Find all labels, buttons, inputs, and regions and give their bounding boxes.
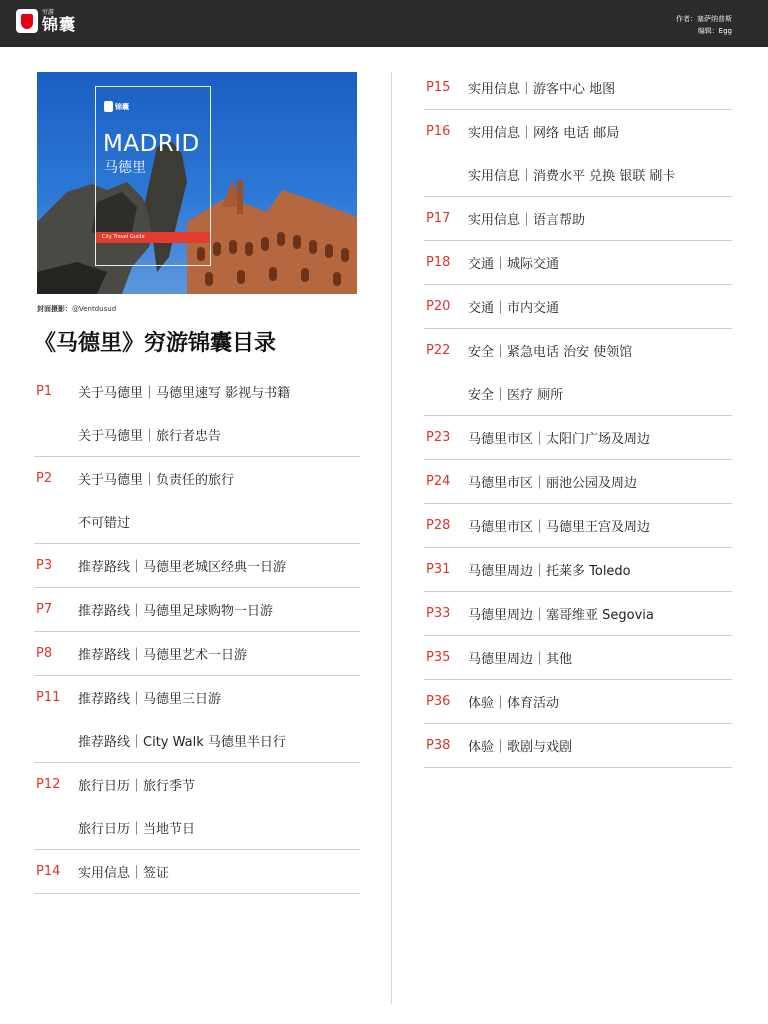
toc-page-number: P8: [36, 646, 53, 661]
toc-entry[interactable]: [34, 676, 360, 763]
toc-entry-text: 马德里市区｜马德里王宫及周边: [468, 520, 651, 535]
toc-entry-text: 马德里周边｜塞哥维亚 Segovia: [468, 608, 654, 623]
toc-page-number: P11: [36, 690, 61, 705]
book-brand: 锦囊: [115, 102, 129, 111]
toc-page-number: P1: [36, 384, 53, 399]
toc-entry[interactable]: [424, 197, 732, 241]
toc-entry-text: 交通｜城际交通: [468, 257, 560, 272]
author-credit: 作者：塞萨纳普斯: [676, 15, 732, 23]
toc-page-number: P20: [426, 299, 451, 314]
toc-entry[interactable]: [424, 416, 732, 460]
toc-page-number: P3: [36, 558, 53, 573]
toc-page-number: P17: [426, 211, 451, 226]
toc-page-number: P23: [426, 430, 451, 445]
toc-page-number: P7: [36, 602, 53, 617]
toc-line[interactable]: [424, 285, 732, 328]
book-title-cn: 马德里: [104, 160, 146, 176]
toc-page-number: P18: [426, 255, 451, 270]
toc-entry[interactable]: [424, 285, 732, 329]
toc-entry-text: 不可错过: [78, 516, 131, 531]
photo-credit-label: 封面摄影：: [37, 305, 72, 313]
toc-entry-text: 安全｜医疗 厕所: [468, 388, 564, 403]
toc-entry-text: 关于马德里｜负责任的旅行: [78, 473, 235, 488]
toc-page-number: P24: [426, 474, 451, 489]
toc-entry-text: 安全｜紧急电话 治安 使领馆: [468, 345, 633, 360]
toc-entry[interactable]: [424, 636, 732, 680]
brand-logo[interactable]: [16, 9, 76, 33]
toc-line[interactable]: [424, 372, 732, 415]
toc-entry[interactable]: [424, 66, 732, 110]
credits: [676, 13, 732, 37]
book-strip: [96, 232, 210, 243]
shield-logo-icon: [16, 9, 38, 33]
toc-page-number: P33: [426, 606, 451, 621]
toc-entry[interactable]: [424, 241, 732, 285]
toc-entry[interactable]: [424, 110, 732, 197]
toc-entry[interactable]: [34, 588, 360, 632]
toc-page-number: P2: [36, 471, 53, 486]
toc-page-number: P35: [426, 650, 451, 665]
book-shield-icon: [104, 101, 113, 112]
toc-entry-text: 马德里周边｜其他: [468, 652, 573, 667]
toc-line[interactable]: [424, 329, 732, 372]
toc-line[interactable]: [34, 806, 360, 849]
page-title: 《马德里》穷游锦囊目录: [34, 331, 277, 356]
toc-page-number: P38: [426, 738, 451, 753]
toc-entry-text: 推荐路线｜马德里足球购物一日游: [78, 604, 274, 619]
toc-line[interactable]: [424, 680, 732, 723]
toc-line[interactable]: [34, 719, 360, 762]
toc-entry-text: 实用信息｜消费水平 兑换 银联 刷卡: [468, 169, 676, 184]
toc-entry[interactable]: [424, 504, 732, 548]
toc-entry[interactable]: [34, 850, 360, 894]
toc-line[interactable]: [34, 544, 360, 587]
cover-image: [37, 72, 357, 294]
toc-line[interactable]: [34, 588, 360, 631]
toc-line[interactable]: [34, 413, 360, 456]
toc-line[interactable]: [34, 763, 360, 806]
toc-entry-text: 旅行日历｜当地节日: [78, 822, 196, 837]
toc-entry-text: 交通｜市内交通: [468, 301, 560, 316]
toc-entry-text: 体验｜歌剧与戏剧: [468, 740, 573, 755]
toc-page-number: P16: [426, 124, 451, 139]
toc-line[interactable]: [424, 548, 732, 591]
toc-page-number: P12: [36, 777, 61, 792]
toc-entry-text: 旅行日历｜旅行季节: [78, 779, 196, 794]
toc-entry-text: 实用信息｜签证: [78, 866, 170, 881]
toc-line[interactable]: [424, 416, 732, 459]
toc-entry-text: 马德里市区｜丽池公园及周边: [468, 476, 638, 491]
logo-big-text: 锦囊: [42, 15, 77, 34]
toc-page-number: P22: [426, 343, 451, 358]
toc-line[interactable]: [424, 460, 732, 503]
toc-entry-text: 马德里周边｜托莱多 Toledo: [468, 564, 631, 579]
toc-entry-text: 关于马德里｜马德里速写 影视与书籍: [78, 386, 291, 401]
toc-entry[interactable]: [34, 370, 360, 457]
toc-entry[interactable]: [424, 329, 732, 416]
toc-line[interactable]: [424, 724, 732, 767]
toc-page-number: P14: [36, 864, 61, 879]
logo-small-text: 穷游: [42, 9, 55, 16]
toc-entry[interactable]: [34, 632, 360, 676]
toc-left-column: [34, 370, 360, 894]
toc-entry-text: 实用信息｜语言帮助: [468, 213, 586, 228]
toc-line[interactable]: [34, 370, 360, 413]
toc-entry-text: 体验｜体育活动: [468, 696, 560, 711]
book-strip-text: City Travel Guide: [102, 234, 145, 240]
toc-entry-text: 推荐路线｜City Walk 马德里半日行: [78, 735, 286, 750]
toc-line[interactable]: [424, 66, 732, 109]
toc-entry-text: 马德里市区｜太阳门广场及周边: [468, 432, 651, 447]
toc-line[interactable]: [424, 504, 732, 547]
book-logo: [104, 101, 129, 112]
toc-line[interactable]: [424, 241, 732, 284]
toc-page-number: P31: [426, 562, 451, 577]
toc-entry[interactable]: [424, 460, 732, 504]
toc-page-number: P28: [426, 518, 451, 533]
book-title-en: MADRID: [103, 131, 200, 157]
toc-entry[interactable]: [34, 763, 360, 850]
toc-line[interactable]: [424, 153, 732, 196]
guide-book-frame: [95, 86, 211, 266]
toc-entry-text: 实用信息｜游客中心 地图: [468, 82, 616, 97]
toc-entry[interactable]: [424, 724, 732, 768]
toc-line[interactable]: [34, 457, 360, 500]
toc-page-number: P36: [426, 694, 451, 709]
toc-entry-text: 推荐路线｜马德里老城区经典一日游: [78, 560, 287, 575]
toc-line[interactable]: [424, 110, 732, 153]
toc-entry[interactable]: [34, 544, 360, 588]
toc-entry[interactable]: [424, 592, 732, 636]
photo-credit-name: @Ventdusud: [72, 305, 117, 313]
toc-line[interactable]: [424, 592, 732, 635]
toc-entry-text: 实用信息｜网络 电话 邮局: [468, 126, 620, 141]
toc-entry-text: 推荐路线｜马德里三日游: [78, 692, 222, 707]
toc-line[interactable]: [424, 197, 732, 240]
toc-line[interactable]: [34, 500, 360, 543]
toc-entry-text: 关于马德里｜旅行者忠告: [78, 429, 222, 444]
top-bar: [0, 0, 768, 47]
column-divider: [391, 72, 392, 1004]
photo-credit: [37, 304, 116, 314]
toc-right-column: [424, 66, 732, 768]
toc-entry[interactable]: [424, 680, 732, 724]
toc-line[interactable]: [34, 676, 360, 719]
toc-line[interactable]: [34, 850, 360, 893]
toc-entry[interactable]: [424, 548, 732, 592]
toc-line[interactable]: [34, 632, 360, 675]
toc-page-number: P15: [426, 80, 451, 95]
toc-line[interactable]: [424, 636, 732, 679]
toc-entry-text: 推荐路线｜马德里艺术一日游: [78, 648, 248, 663]
toc-entry[interactable]: [34, 457, 360, 544]
editor-credit: 编辑：Egg: [697, 27, 732, 35]
